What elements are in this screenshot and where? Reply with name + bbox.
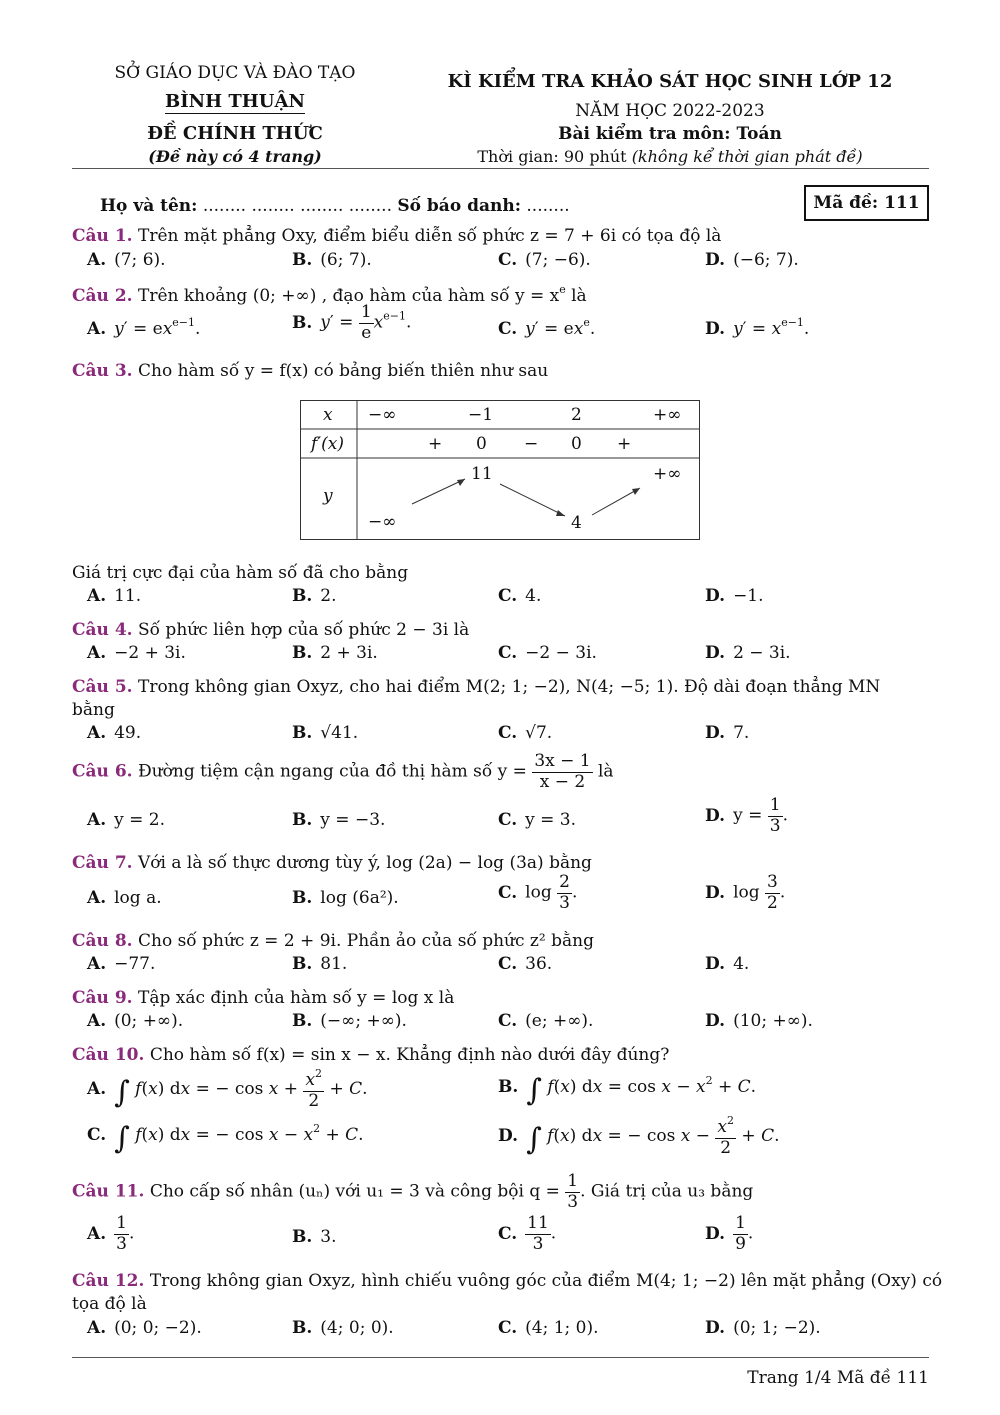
y-label: y — [323, 486, 333, 506]
option-letter: D. — [705, 643, 726, 663]
question-text: Trên khoảng (0; +∞) , đạo hàm của hàm số y = x — [137, 286, 560, 306]
option-letter: A. — [87, 888, 107, 908]
option-letter: B. — [292, 810, 313, 830]
official-label: ĐỀ CHÍNH THỨC — [147, 123, 323, 144]
q10-option-b[interactable]: B. ∫ f(x) dx = $\cos x - x^2 + C$. — [498, 1073, 757, 1108]
question-5 — [72, 677, 880, 697]
y-value: 11 — [471, 464, 493, 484]
numerator: 11 — [527, 1213, 549, 1233]
option-text: (4; 0; 0). — [320, 1318, 394, 1338]
fprime-zero: 0 — [571, 434, 582, 454]
x-value: −1 — [468, 405, 494, 425]
option-letter: A. — [87, 1079, 107, 1100]
y-value: 4 — [571, 513, 582, 533]
y-value: +∞ — [653, 464, 682, 484]
option-text: y = −3. — [320, 810, 386, 830]
option-text: 36. — [525, 954, 553, 974]
exam-code-box: Mã đề: 111 — [804, 185, 929, 221]
option-letter: B. — [292, 1318, 313, 1338]
question-text: Cho số phức z = 2 + 9i. Phần ảo của số phức z² bằng — [137, 931, 594, 951]
numerator: 3x − 1 — [534, 751, 591, 771]
footer-divider — [72, 1357, 929, 1358]
question-label: Câu 12. — [72, 1271, 145, 1291]
option-letter: D. — [705, 250, 726, 270]
q5-option-b[interactable] — [292, 723, 358, 743]
option-letter: A. — [87, 1223, 107, 1244]
option-letter: C. — [498, 586, 518, 606]
question-label: Câu 10. — [72, 1045, 145, 1065]
province-text: BÌNH THUẬN — [165, 91, 305, 112]
question-text: Cho cấp số nhân (uₙ) với u₁ = 3 và công bội q = — [149, 1181, 560, 1202]
question-text-end: là — [565, 286, 587, 306]
question-label: Câu 1. — [72, 226, 133, 246]
q12-option-c[interactable] — [498, 1318, 599, 1338]
y-value: −∞ — [368, 512, 397, 532]
question-label: Câu 9. — [72, 988, 133, 1008]
q7-option-a[interactable] — [87, 888, 162, 908]
fprime-label: f′(x) — [311, 434, 345, 454]
option-text: (6; 7). — [320, 250, 372, 270]
q6-option-d[interactable]: D. y = $\frac{1}{3}$ . — [705, 795, 788, 836]
option-letter: C. — [498, 1011, 518, 1031]
option-text: (e; +∞). — [525, 1011, 594, 1031]
option-letter: D. — [705, 805, 726, 826]
x-value: +∞ — [653, 405, 682, 425]
q6-option-c[interactable] — [498, 810, 576, 830]
fraction — [733, 1214, 748, 1254]
denominator: 3 — [567, 1191, 579, 1212]
q4-option-c[interactable] — [498, 643, 597, 663]
question-text: Trên mặt phẳng Oxy, điểm biểu diễn số phức z = 7 + 6i có tọa độ là — [137, 226, 722, 246]
question-12 — [72, 1271, 942, 1291]
question-text: Trong không gian Oxyz, cho hai điểm M(2; 1; −2), N(4; −5; 1). Độ dài đoạn thẳng MN — [137, 677, 881, 697]
fraction — [114, 1214, 129, 1254]
id-dots: ........ — [526, 196, 570, 216]
numerator: 2 — [559, 872, 570, 892]
option-letter: A. — [87, 954, 107, 974]
option-text: y = 2. — [114, 810, 165, 830]
id-label: Số báo danh: — [397, 196, 521, 216]
option-letter: D. — [705, 954, 726, 974]
option-letter: A. — [87, 319, 107, 339]
question-label: Câu 3. — [72, 361, 133, 381]
variation-table — [300, 400, 700, 540]
time-note: (không kể thời gian phát đề) — [631, 147, 863, 166]
option-text: (0; 1; −2). — [733, 1318, 821, 1338]
option-letter: B. — [292, 250, 313, 270]
q1-option-a[interactable] — [87, 250, 166, 270]
option-text: 49. — [114, 723, 142, 743]
q2-option-b[interactable]: B. y′ = $\frac{1}{e}$ $x^{e-1}$. — [292, 302, 412, 343]
fprime-sign: + — [617, 434, 632, 454]
q9-option-d[interactable] — [705, 1011, 813, 1031]
fraction — [565, 1172, 580, 1212]
q12-option-b[interactable] — [292, 1318, 394, 1338]
option-letter: A. — [87, 810, 107, 830]
option-letter: D. — [705, 882, 726, 903]
q8-option-b[interactable] — [292, 954, 347, 974]
q1-option-b[interactable] — [292, 250, 372, 270]
fraction — [765, 873, 780, 913]
name-label: Họ và tên: — [100, 196, 198, 216]
option-text: 2. — [320, 586, 337, 606]
time-text: Thời gian: 90 phút — [477, 147, 627, 166]
question-label: Câu 11. — [72, 1181, 145, 1202]
option-text: (7; 6). — [114, 250, 166, 270]
x-value: 2 — [571, 405, 582, 425]
question-text-end: là — [598, 761, 614, 782]
exponent: e — [559, 283, 566, 296]
question-8 — [72, 931, 594, 951]
option-text: (−6; 7). — [733, 250, 799, 270]
option-letter: A. — [87, 1318, 107, 1338]
q5-option-a[interactable] — [87, 723, 141, 743]
option-letter: A. — [87, 250, 107, 270]
q6-option-a[interactable] — [87, 810, 165, 830]
q8-option-c[interactable] — [498, 954, 552, 974]
option-letter: B. — [292, 888, 313, 908]
q10-option-d[interactable]: D. ∫ f(x) dx = − cos x − $\frac{x^2}{2}$ + C. — [498, 1114, 780, 1158]
option-letter: C. — [498, 723, 518, 743]
numerator: 1 — [567, 1171, 579, 1191]
q5-option-c[interactable] — [498, 723, 552, 743]
option-letter: B. — [292, 643, 313, 663]
option-letter: A. — [87, 643, 107, 663]
q10-option-c[interactable]: C. ∫ f(x) dx = − $\cos x - x^2 + C$. — [87, 1121, 364, 1156]
q12-option-d[interactable] — [705, 1318, 821, 1338]
option-text: (−∞; +∞). — [320, 1011, 407, 1031]
option-letter: D. — [705, 319, 726, 339]
option-letter: D. — [705, 723, 726, 743]
option-letter: D. — [498, 1126, 519, 1147]
q10-option-a[interactable]: A. ∫ f(x) dx = − cos x + $\frac{x^2}{2}$ + C. — [87, 1067, 368, 1111]
denominator: 3 — [525, 1234, 551, 1255]
question-text: Đường tiệm cận ngang của đồ thị hàm số y = — [137, 761, 527, 782]
x-value: −∞ — [368, 405, 397, 425]
pages-note: (Đề này có 4 trang) — [148, 147, 322, 166]
question-text: Cho hàm số y = f(x) có bảng biến thiên như sau — [137, 361, 549, 381]
option-letter: B. — [292, 312, 313, 333]
q2-option-c[interactable]: C. $y' = ex^e$. — [498, 316, 596, 339]
option-text: (0; +∞). — [114, 1011, 184, 1031]
question-label: Câu 8. — [72, 931, 133, 951]
school-year: NĂM HỌC 2022-2023 — [575, 101, 765, 121]
q4-option-a[interactable] — [87, 643, 186, 663]
q8-option-a[interactable] — [87, 954, 155, 974]
question-label: Câu 2. — [72, 286, 133, 306]
option-letter: A. — [87, 1011, 107, 1031]
option-letter: C. — [87, 1125, 107, 1145]
option-letter: C. — [498, 810, 518, 830]
denominator: 2 — [767, 892, 778, 913]
option-letter: B. — [292, 723, 313, 743]
option-letter: C. — [498, 250, 518, 270]
q2-option-a[interactable]: A. $y' = ex^{e-1}$. — [87, 316, 201, 339]
student-info — [100, 196, 570, 216]
question-3 — [72, 361, 548, 381]
option-letter: B. — [498, 1077, 519, 1097]
question-11 — [72, 1172, 753, 1212]
option-text: 4. — [525, 586, 542, 606]
subject: Bài kiểm tra môn: Toán — [558, 124, 782, 144]
option-text: −77. — [114, 954, 156, 974]
q4-option-d[interactable] — [705, 643, 791, 663]
option-text: √7. — [525, 723, 553, 743]
option-text: √41. — [320, 723, 359, 743]
option-text: (4; 1; 0). — [525, 1318, 599, 1338]
numerator: 1 — [769, 795, 781, 815]
question-12-cont: tọa độ là — [72, 1294, 147, 1314]
header-divider — [72, 168, 929, 169]
page-footer: Trang 1/4 Mã đề 111 — [747, 1368, 929, 1388]
q11-option-d[interactable]: D. $\frac{1}{9}$ . — [705, 1213, 754, 1254]
q12-option-a[interactable] — [87, 1318, 202, 1338]
option-text: 4. — [733, 954, 750, 974]
q11-option-b[interactable] — [292, 1227, 337, 1247]
q9-option-a[interactable] — [87, 1011, 183, 1031]
dept-name: SỞ GIÁO DỤC VÀ ĐÀO TẠO — [114, 63, 356, 83]
q3-option-d[interactable] — [705, 586, 764, 606]
option-text: y = 3. — [525, 810, 577, 830]
time-info — [420, 147, 920, 166]
option-letter: D. — [705, 1318, 726, 1338]
option-text: −2 − 3i. — [525, 643, 597, 663]
denominator: 3 — [559, 892, 570, 913]
option-text: log (6a²). — [320, 888, 399, 908]
denominator: 3 — [116, 1233, 127, 1254]
option-text: 11. — [114, 586, 142, 606]
option-text: (0; 0; −2). — [114, 1318, 202, 1338]
option-letter: C. — [498, 1318, 518, 1338]
q9-option-b[interactable] — [292, 1011, 407, 1031]
option-text: 2 − 3i. — [733, 643, 791, 663]
option-letter: C. — [498, 1223, 518, 1244]
q1-option-d[interactable] — [705, 250, 799, 270]
option-letter: C. — [498, 882, 518, 903]
q3-option-a[interactable] — [87, 586, 141, 606]
numerator: 3 — [767, 872, 778, 892]
q7-option-b[interactable] — [292, 888, 399, 908]
q5-option-d[interactable] — [705, 723, 749, 743]
option-letter: C. — [498, 954, 518, 974]
option-text: log a. — [114, 888, 162, 908]
variation-table-grid — [300, 400, 700, 540]
q8-option-d[interactable] — [705, 954, 749, 974]
option-letter: D. — [705, 1011, 726, 1031]
name-dots: ........ ........ ........ ........ — [202, 196, 392, 216]
numerator: 1 — [116, 1213, 127, 1233]
q3-option-b[interactable] — [292, 586, 337, 606]
question-7 — [72, 853, 592, 873]
question-text: Tập xác định của hàm số y = log x là — [137, 988, 455, 1008]
option-text: (7; −6). — [525, 250, 591, 270]
exam-title: KÌ KIỂM TRA KHẢO SÁT HỌC SINH LỚP 12 — [447, 71, 893, 92]
question-5-cont: bằng — [72, 700, 115, 720]
fraction — [525, 1214, 551, 1254]
x-label: x — [323, 405, 333, 425]
question-9 — [72, 988, 454, 1008]
question-text: Với a là số thực dương tùy ý, log (2a) − log (3a) bằng — [137, 853, 592, 873]
q3-option-c[interactable] — [498, 586, 541, 606]
option-text: −2 + 3i. — [114, 643, 186, 663]
option-text: log — [733, 882, 760, 903]
fraction — [532, 752, 592, 792]
q6-option-b[interactable] — [292, 810, 385, 830]
option-text: y = — [733, 805, 763, 826]
option-letter: B. — [292, 586, 313, 606]
option-text: −1. — [733, 586, 764, 606]
fraction — [557, 873, 572, 913]
q11-option-a[interactable]: A. $\frac{1}{3}$ . — [87, 1213, 135, 1254]
question-4 — [72, 620, 469, 640]
option-letter: C. — [498, 319, 518, 339]
option-letter: B. — [292, 1227, 313, 1247]
option-text: (10; +∞). — [733, 1011, 813, 1031]
q7-option-d[interactable]: D. log $\frac{3}{2}$ . — [705, 872, 786, 913]
option-text: log — [525, 882, 552, 903]
question-label: Câu 5. — [72, 677, 133, 697]
question-label: Câu 6. — [72, 761, 133, 782]
denominator: x − 2 — [532, 772, 592, 793]
q2-option-d[interactable]: D. $y' = x^{e-1}$. — [705, 316, 810, 339]
question-10 — [72, 1045, 669, 1065]
q4-option-b[interactable] — [292, 643, 378, 663]
q11-option-c[interactable]: C. $\frac{11}{3}$ . — [498, 1213, 557, 1254]
fprime-sign: + — [428, 434, 443, 454]
fprime-zero: 0 — [476, 434, 487, 454]
option-letter: A. — [87, 586, 107, 606]
fraction — [768, 796, 783, 836]
option-letter: B. — [292, 1011, 313, 1031]
q9-option-c[interactable] — [498, 1011, 593, 1031]
fprime-sign: − — [524, 434, 539, 454]
question-text: Cho hàm số f(x) = sin x − x. Khẳng định nào dưới đây đúng? — [149, 1045, 670, 1065]
option-letter: D. — [705, 586, 726, 606]
denominator: 9 — [735, 1233, 746, 1254]
question-text-end: . Giá trị của u₃ bằng — [580, 1181, 754, 1202]
question-text: Số phức liên hợp của số phức 2 − 3i là — [137, 620, 470, 640]
option-text: 3. — [320, 1227, 337, 1247]
question-label: Câu 4. — [72, 620, 133, 640]
question-1 — [72, 226, 721, 246]
province-name — [90, 91, 380, 112]
option-text: 81. — [320, 954, 348, 974]
q1-option-c[interactable] — [498, 250, 591, 270]
q7-option-c[interactable]: C. log $\frac{2}{3}$ . — [498, 872, 578, 913]
option-letter: B. — [292, 954, 313, 974]
option-letter: A. — [87, 723, 107, 743]
question-label: Câu 7. — [72, 853, 133, 873]
numerator: 1 — [735, 1213, 746, 1233]
option-letter: C. — [498, 643, 518, 663]
question-text: Trong không gian Oxyz, hình chiếu vuông góc của điểm M(4; 1; −2) lên mặt phẳng (Oxy) có — [149, 1271, 943, 1291]
question-6 — [72, 752, 614, 792]
option-letter: D. — [705, 1223, 726, 1244]
option-text: 2 + 3i. — [320, 643, 378, 663]
option-text: 7. — [733, 723, 750, 743]
question-3-followup: Giá trị cực đại của hàm số đã cho bằng — [72, 563, 409, 583]
denominator: 3 — [769, 815, 781, 836]
